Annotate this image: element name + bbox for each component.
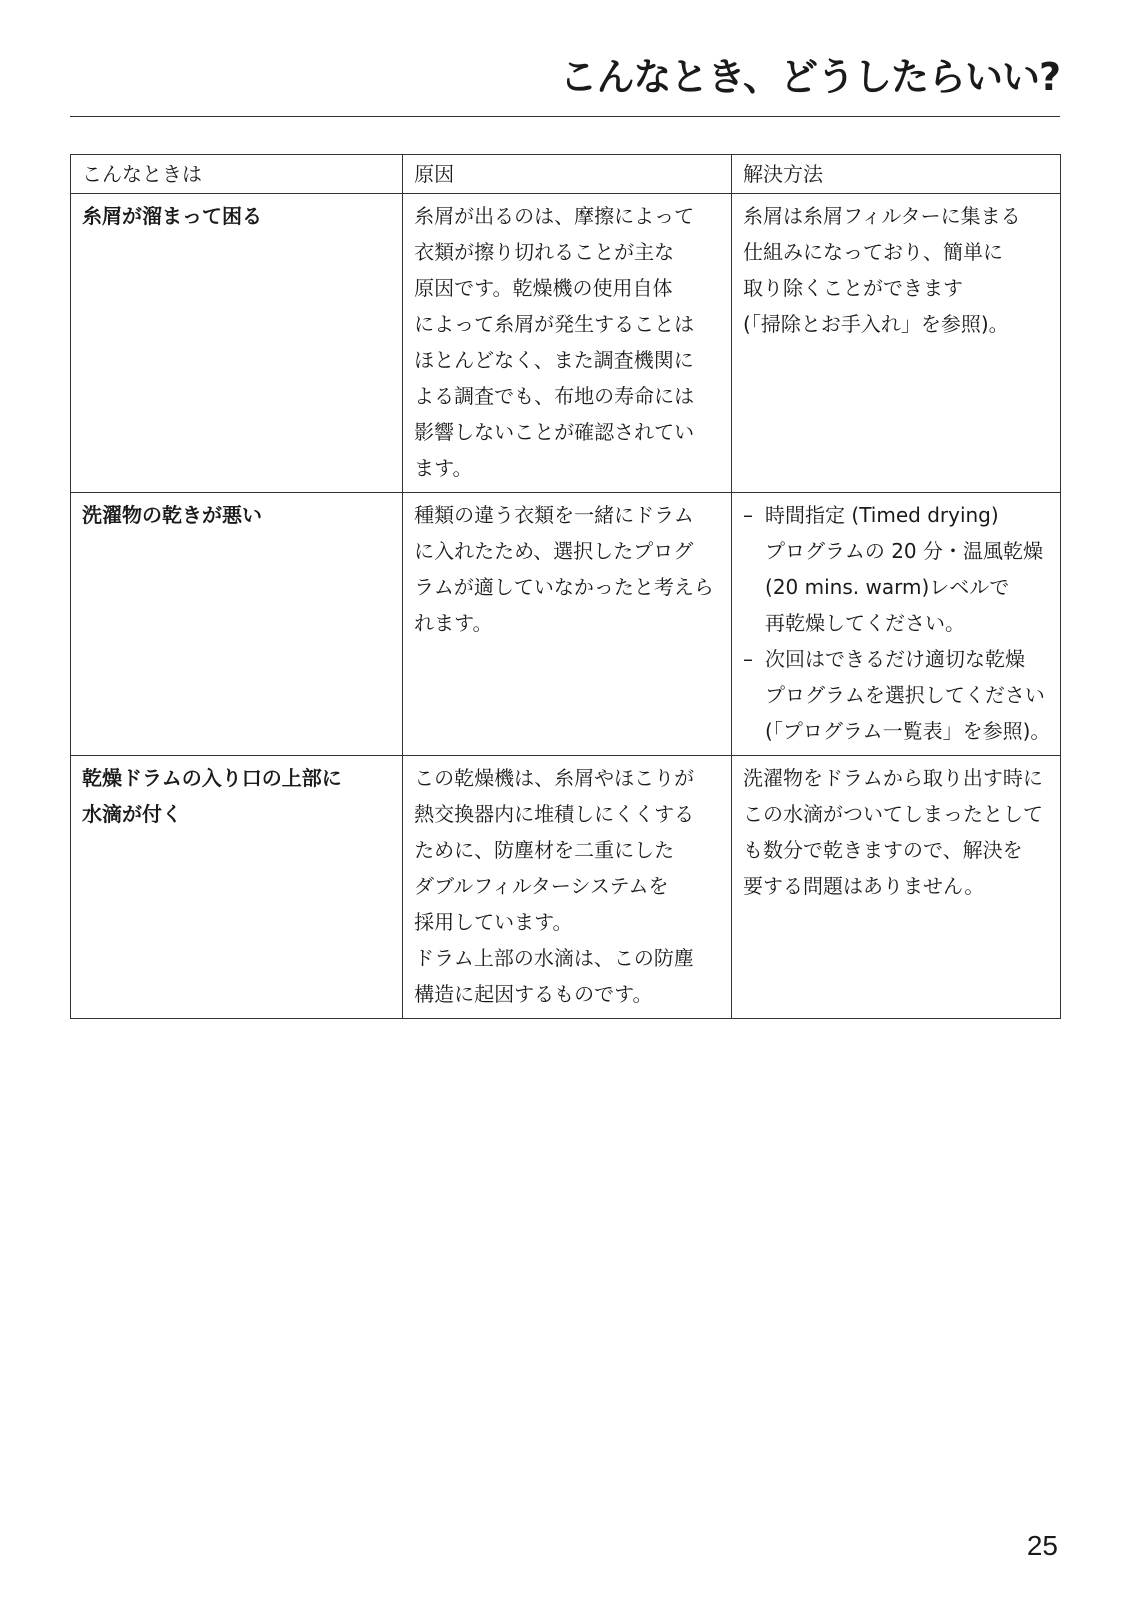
cause-line: によって糸屑が発生することは [414,312,695,336]
header-solution: 解決方法 [732,155,1061,194]
cause-line: よる調査でも、布地の寿命には [414,384,695,408]
solution-line: プログラムを選択してください [765,683,1045,707]
cause-cell [403,493,732,756]
solution-line: プログラムの 20 分・温風乾燥 [765,539,1043,563]
cause-line: ダブルフィルターシステムを [414,874,669,898]
cause-line: 衣類が擦り切れることが主な [414,240,675,264]
header-cause: 原因 [403,155,732,194]
dash-marker: – [743,647,754,671]
table-row [71,756,1061,1019]
solution-cell [732,194,1061,493]
table-header-row [71,155,1061,194]
solution-cell [732,493,1061,756]
case-line: 乾燥ドラムの入り口の上部に [82,766,342,790]
cause-line: ほとんどなく、また調査機関に [414,348,694,372]
header-case: こんなときは [71,155,403,194]
solution-list-item [743,497,1054,641]
table-row [71,194,1061,493]
case-line: 糸屑が溜まって困る [82,204,262,228]
cause-line: 種類の違う衣類を一緒にドラム [414,503,694,527]
cause-line: ラムが適していなかったと考えら [414,575,714,599]
case-cell [71,194,403,493]
cause-line: 熱交換器内に堆積しにくくする [414,802,695,826]
cause-line: 採用しています。 [414,910,573,934]
solution-line: (「掃除とお手入れ」を参照)。 [743,312,1009,336]
cause-line: 原因です。乾燥機の使用自体 [414,276,673,300]
solution-line: 次回はできるだけ適切な乾燥 [765,647,1026,671]
table-row [71,493,1061,756]
solution-cell [732,756,1061,1019]
case-line: 洗濯物の乾きが悪い [82,503,262,527]
troubleshooting-table [70,154,1061,1019]
solution-line: も数分で乾きますので、解決を [743,838,1023,862]
page-title: こんなとき、どうしたらいい? [559,55,1060,99]
solution-line: 要する問題はありません。 [743,874,985,898]
dash-marker: – [743,503,754,527]
solution-line: 仕組みになっており、簡単に [743,240,1004,264]
cause-line: 影響しないことが確認されてい [414,420,695,444]
cause-line: ために、防塵材を二重にした [414,838,675,862]
cause-line: に入れたため、選択したプログ [414,539,694,563]
cause-line: ドラム上部の水滴は、この防塵 [414,946,694,970]
solution-line: 洗濯物をドラムから取り出す時に [743,766,1043,790]
solution-line: 糸屑は糸屑フィルターに集まる [743,204,1021,228]
cause-line: れます。 [414,611,493,635]
case-line: 水滴が付く [82,802,182,826]
solution-line: 再乾燥してください。 [765,611,966,635]
solution-line: (20 mins. warm)レベルで [765,575,1010,599]
title-divider [70,116,1060,117]
solution-list-item [743,641,1054,749]
cause-cell [403,194,732,493]
solution-line: この水滴がついてしまったとして [743,802,1044,826]
page-number: 25 [1026,1530,1058,1561]
cause-line: 糸屑が出るのは、摩擦によって [414,204,695,228]
solution-line: 時間指定 (Timed drying) [765,503,999,527]
case-cell [71,756,403,1019]
case-cell [71,493,403,756]
solution-line: 取り除くことができます [743,276,964,300]
cause-cell [403,756,732,1019]
cause-line: ます。 [414,456,473,480]
solution-line: (「プログラム一覧表」を参照)。 [765,719,1051,743]
cause-line: この乾燥機は、糸屑やほこりが [414,766,695,790]
cause-line: 構造に起因するものです。 [414,982,653,1006]
